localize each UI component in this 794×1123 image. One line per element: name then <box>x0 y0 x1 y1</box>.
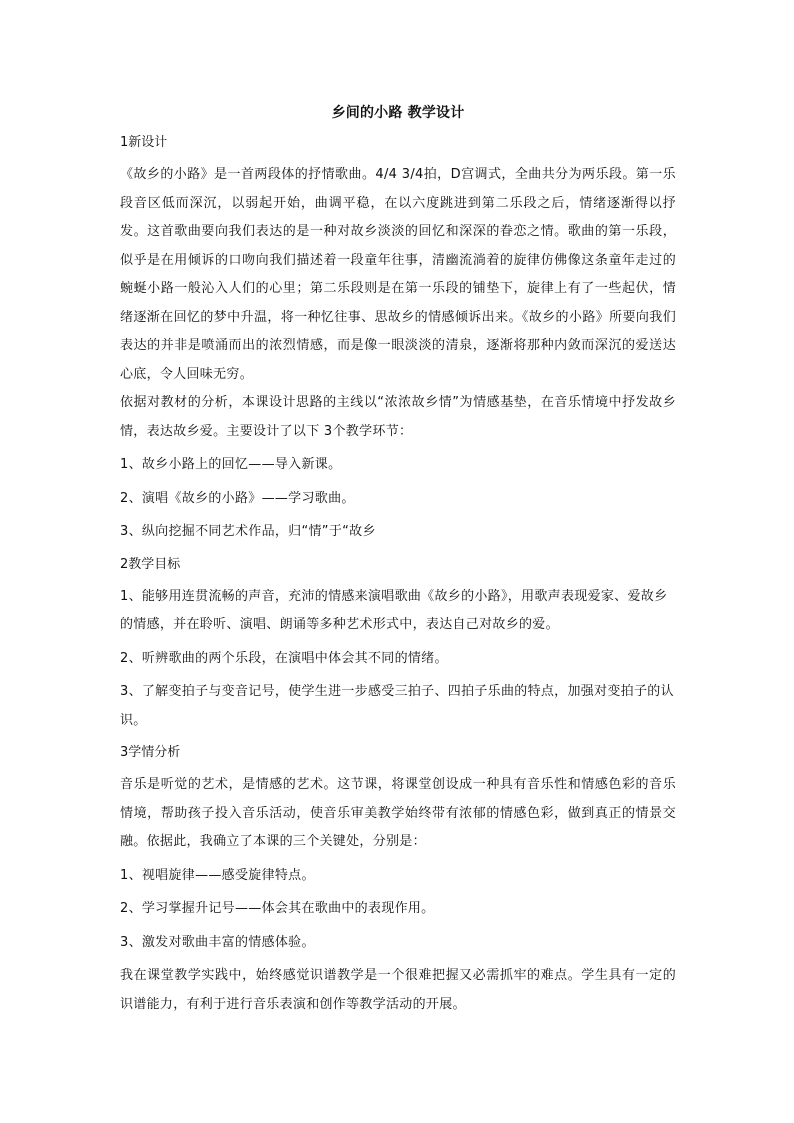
document-title: 乡间的小路 教学设计 <box>331 105 465 121</box>
list-item: 3、激发对歌曲丰富的情感体验。 <box>120 934 315 950</box>
body-paragraph: 《故乡的小路》是一首两段体的抒情歌曲。4/4 3/4拍，D宫调式，全曲共分为两乐段。第一乐段音区低而深沉，以弱起开始，曲调平稳，在以六度跳进到第二乐段之后，情绪逐渐得以抒发。这首歌曲要向我们表达的是一种对故乡淡淡的回忆和深深的眷恋之情。歌曲的第一乐段，似乎是在用倾诉的口吻向我们描述着一段童年往事，清幽流淌着的旋律仿佛像这条童年走过的蜿蜒小路一般沁入人们的心里；第二乐段则是在第一乐段的铺垫下，旋律上有了一些起伏，情绪逐渐在回忆的梦中升温，将一种忆往事、思故乡的情感倾诉出来。《故乡的小路》所要向我们表达的并非是喷涌而出的浓烈情感，而是像一眼淡淡的清泉，逐渐将那种内敛而深沉的爱送达心底，令人回味无穷。 <box>120 167 676 382</box>
body-paragraph: 音乐是听觉的艺术，是情感的艺术。这节课，将课堂创设成一种具有音乐性和情感色彩的音乐情境，帮助孩子投入音乐活动，使音乐审美教学始终带有浓郁的情感色彩，做到真正的情景交融。依据此，我确立了本课的三个关键处，分别是： <box>120 777 676 849</box>
list-item: 3、纵向挖掘不同艺术作品，归“情”于“故乡 <box>120 524 376 539</box>
section-new-design <box>120 133 676 547</box>
section-heading: 3学情分析 <box>120 745 181 760</box>
list-item: 1、能够用连贯流畅的声音，充沛的情感来演唱歌曲《故乡的小路》，用歌声表现爱家、爱故乡的情感，并在聆听、演唱、朗诵等多种艺术形式中，表达自己对故乡的爱。 <box>120 588 668 632</box>
list-item: 2、听辨歌曲的两个乐段，在演唱中体会其不同的情绪。 <box>120 650 448 666</box>
closing-paragraph: 我在课堂教学实践中，始终感觉识谱教学是一个很难把握又必需抓牢的难点。学生具有一定的识谱能力，有利于进行音乐表演和创作等教学活动的开展。 <box>120 968 676 1012</box>
body-paragraph: 依据对教材的分析，本课设计思路的主线以“浓浓故乡情”为情感基垫，在音乐情境中抒发故乡情，表达故乡爱。主要设计了以下 3个教学环节： <box>120 395 676 439</box>
document-page <box>120 103 676 1019</box>
list-item: 1、故乡小路上的回忆——导入新课。 <box>120 457 342 472</box>
list-item: 3、了解变拍子与变音记号，使学生进一步感受三拍子、四拍子乐曲的特点，加强对变拍子的认识。 <box>120 684 674 728</box>
section-teaching-goals <box>120 555 676 736</box>
section-student-analysis <box>120 743 676 1019</box>
list-item: 2、学习掌握升记号——体会其在歌曲中的表现作用。 <box>120 901 435 916</box>
list-item: 2、演唱《故乡的小路》——学习歌曲。 <box>120 490 355 506</box>
section-heading: 1新设计 <box>120 135 168 150</box>
list-item: 1、视唱旋律——感受旋律特点。 <box>120 867 315 883</box>
section-heading: 2教学目标 <box>120 556 181 572</box>
